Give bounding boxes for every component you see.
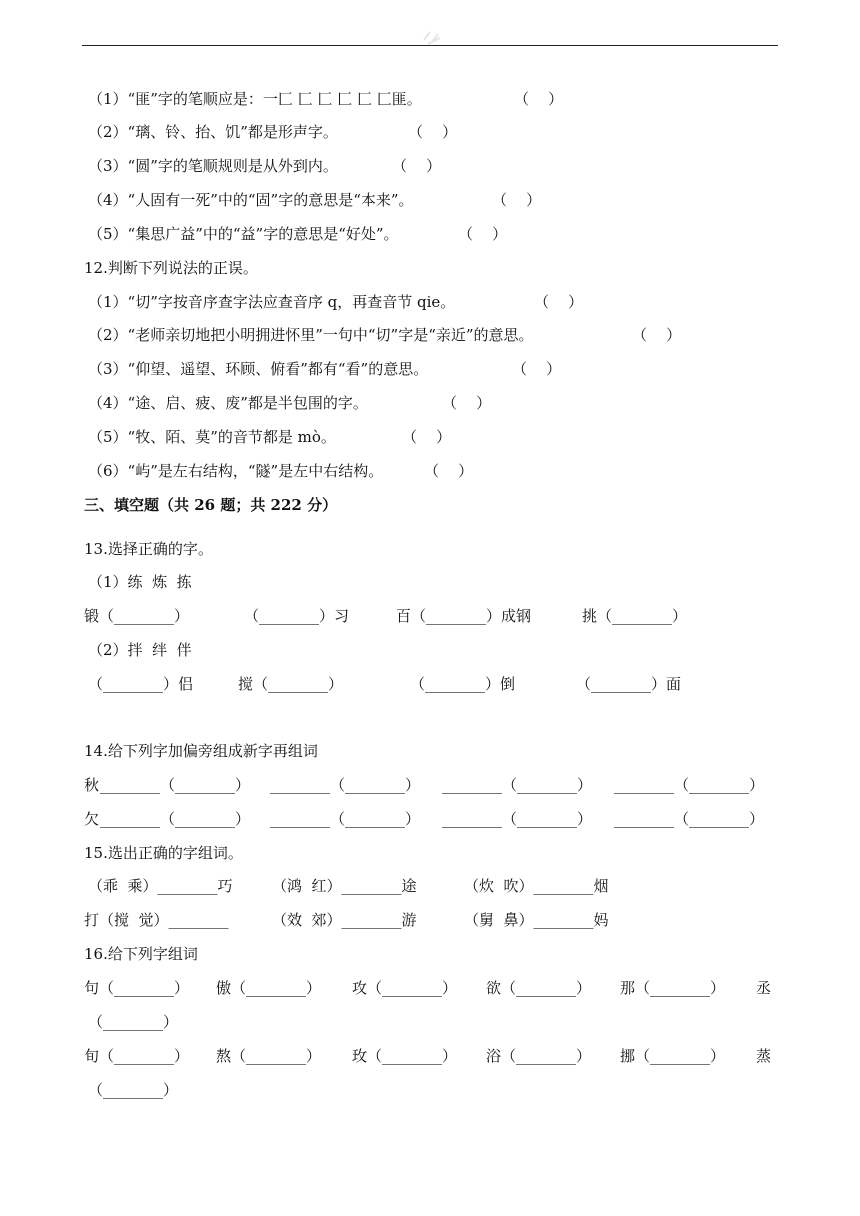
section-heading: 三、填空题（共 26 题；共 222 分） bbox=[84, 496, 338, 514]
answer-paren[interactable]: （ ） bbox=[512, 360, 562, 378]
fill-blank[interactable]: （________） bbox=[88, 1081, 179, 1099]
base-char: 欠 bbox=[84, 810, 100, 828]
answer-paren[interactable]: （ ） bbox=[632, 326, 682, 344]
fill-blank[interactable]: 百（________）成钢 bbox=[396, 607, 532, 625]
fill-blank[interactable]: ________（________） bbox=[442, 810, 593, 828]
fill-blank[interactable]: （________）习 bbox=[244, 607, 350, 625]
fill-blank[interactable]: 挪（________） bbox=[620, 1047, 726, 1065]
fill-blank[interactable]: 玫（________） bbox=[352, 1047, 458, 1065]
fill-blank[interactable]: （乖 乘）________巧 bbox=[88, 877, 233, 895]
fill-blank[interactable]: ________（________） bbox=[614, 776, 765, 794]
fill-blank[interactable]: 攻（________） bbox=[352, 979, 458, 997]
question-title: 15.选出正确的字组词。 bbox=[84, 844, 243, 862]
judge-item: （5）“集思广益”中的“益”字的意思是“好处”。 bbox=[88, 225, 399, 243]
fill-blank[interactable]: 挑（________） bbox=[582, 607, 688, 625]
fill-blank[interactable]: （________）面 bbox=[576, 675, 682, 693]
answer-paren[interactable]: （ ） bbox=[492, 191, 542, 209]
judge-item: （6）“屿”是左右结构，“隧”是左中右结构。 bbox=[88, 462, 384, 480]
fill-blank[interactable]: 句（________） bbox=[84, 979, 190, 997]
answer-paren[interactable]: （ ） bbox=[514, 90, 564, 108]
base-char: 秋 bbox=[84, 776, 100, 794]
judge-item: （1）“匪”字的笔顺应是：一匚 匚 匚 匚 匚 匚匪。 bbox=[88, 90, 422, 108]
fill-blank[interactable]: ________（________） bbox=[100, 810, 251, 828]
fill-blank[interactable]: （________）侣 bbox=[88, 675, 194, 693]
base-char: 蒸 bbox=[756, 1047, 772, 1065]
judge-item: （1）“切”字按音序查字法应查音序 q，再查音节 qie。 bbox=[88, 293, 456, 311]
fill-blank[interactable]: 打（搅 觉）________ bbox=[84, 911, 229, 929]
fill-blank[interactable]: （鸿 红）________途 bbox=[272, 877, 417, 895]
fill-blank[interactable]: 浴（________） bbox=[486, 1047, 592, 1065]
answer-paren[interactable]: （ ） bbox=[402, 428, 452, 446]
fill-blank[interactable]: （炊 吹）________烟 bbox=[464, 877, 609, 895]
option-chars: （2）拌 绊 伴 bbox=[88, 641, 192, 659]
answer-paren[interactable]: （ ） bbox=[424, 462, 474, 480]
watermark-mark bbox=[418, 26, 448, 48]
question-title: 14.给下列字加偏旁组成新字再组词 bbox=[84, 742, 318, 760]
answer-paren[interactable]: （ ） bbox=[408, 123, 458, 141]
judge-item: （5）“牧、陌、莫”的音节都是 mò。 bbox=[88, 428, 336, 446]
judge-item: （4）“途、启、疲、废”都是半包围的字。 bbox=[88, 394, 368, 412]
fill-blank[interactable]: ________（________） bbox=[614, 810, 765, 828]
question-title: 16.给下列字组词 bbox=[84, 945, 198, 963]
answer-paren[interactable]: （ ） bbox=[442, 394, 492, 412]
fill-blank[interactable]: （舅 鼻）________妈 bbox=[464, 911, 609, 929]
fill-blank[interactable]: ________（________） bbox=[100, 776, 251, 794]
fill-blank[interactable]: （________）倒 bbox=[410, 675, 516, 693]
judge-item: （4）“人固有一死”中的“固”字的意思是“本来”。 bbox=[88, 191, 414, 209]
fill-blank[interactable]: 熬（________） bbox=[216, 1047, 322, 1065]
question-title: 12.判断下列说法的正误。 bbox=[84, 259, 258, 277]
fill-blank[interactable]: ________（________） bbox=[442, 776, 593, 794]
fill-blank[interactable]: 锻（________） bbox=[84, 607, 190, 625]
judge-item: （3）“仰望、遥望、环顾、俯看”都有“看”的意思。 bbox=[88, 360, 429, 378]
base-char: 丞 bbox=[756, 979, 772, 997]
fill-blank[interactable]: （效 郊）________游 bbox=[272, 911, 417, 929]
fill-blank[interactable]: 欲（________） bbox=[486, 979, 592, 997]
fill-blank[interactable]: 搅（________） bbox=[238, 675, 344, 693]
answer-paren[interactable]: （ ） bbox=[392, 157, 442, 175]
fill-blank[interactable]: ________（________） bbox=[270, 810, 421, 828]
option-chars: （1）练 炼 拣 bbox=[88, 573, 192, 591]
answer-paren[interactable]: （ ） bbox=[534, 293, 584, 311]
fill-blank[interactable]: 那（________） bbox=[620, 979, 726, 997]
fill-blank[interactable]: 傲（________） bbox=[216, 979, 322, 997]
judge-item: （2）“璃、铃、抬、饥”都是形声字。 bbox=[88, 123, 338, 141]
question-title: 13.选择正确的字。 bbox=[84, 540, 213, 558]
fill-blank[interactable]: （________） bbox=[88, 1013, 179, 1031]
fill-blank[interactable]: 旬（________） bbox=[84, 1047, 190, 1065]
judge-item: （2）“老师亲切地把小明拥进怀里”一句中“切”字是“亲近”的意思。 bbox=[88, 326, 534, 344]
answer-paren[interactable]: （ ） bbox=[458, 225, 508, 243]
fill-blank[interactable]: ________（________） bbox=[270, 776, 421, 794]
judge-item: （3）“圆”字的笔顺规则是从外到内。 bbox=[88, 157, 338, 175]
